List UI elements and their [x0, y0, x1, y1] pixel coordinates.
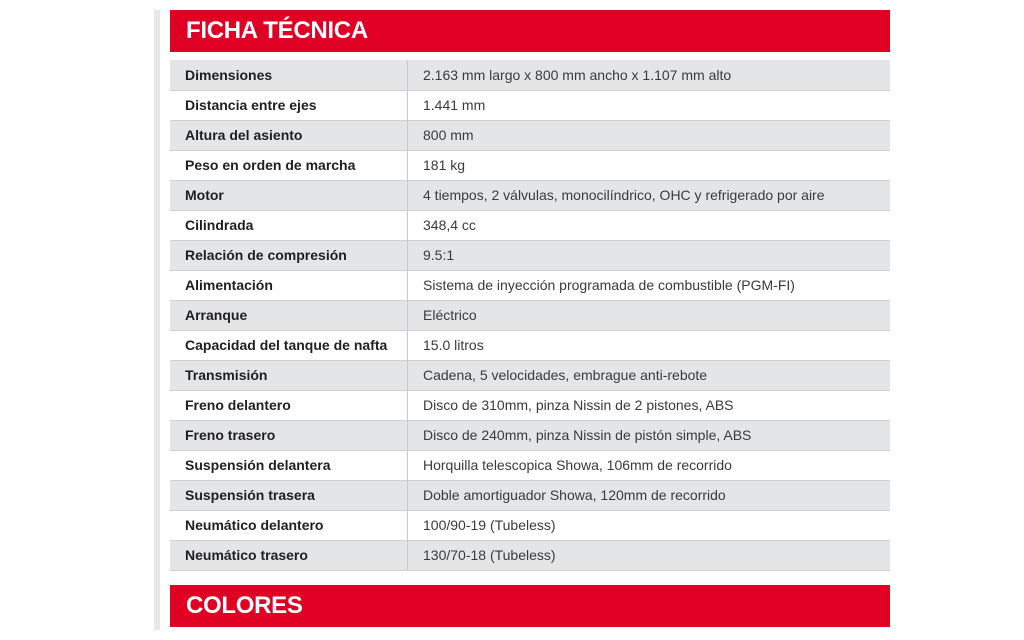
spec-value: Eléctrico [408, 300, 891, 330]
ficha-tecnica-title: FICHA TÉCNICA [186, 17, 368, 44]
spec-row [170, 60, 890, 90]
spec-label: Arranque [170, 300, 408, 330]
ficha-tecnica-header [170, 10, 890, 52]
spec-row [170, 270, 890, 300]
colores-header [170, 585, 890, 627]
spec-value: 181 kg [408, 150, 891, 180]
spec-label: Neumático delantero [170, 510, 408, 540]
spec-row [170, 510, 890, 540]
spec-row [170, 390, 890, 420]
spec-label: Cilindrada [170, 210, 408, 240]
side-stripe-divider [154, 10, 160, 630]
spec-row [170, 360, 890, 390]
spec-row [170, 120, 890, 150]
spec-row [170, 540, 890, 570]
colores-title: COLORES [186, 592, 303, 619]
spec-label: Peso en orden de marcha [170, 150, 408, 180]
spec-table [170, 60, 890, 571]
spec-value: 9.5:1 [408, 240, 891, 270]
spec-row [170, 180, 890, 210]
spec-value: 348,4 cc [408, 210, 891, 240]
spec-value: Disco de 310mm, pinza Nissin de 2 pistones, ABS [408, 390, 891, 420]
spec-value: 130/70-18 (Tubeless) [408, 540, 891, 570]
spec-label: Neumático trasero [170, 540, 408, 570]
spec-row [170, 300, 890, 330]
spec-row [170, 150, 890, 180]
spec-value: 15.0 litros [408, 330, 891, 360]
spec-label: Distancia entre ejes [170, 90, 408, 120]
spec-label: Motor [170, 180, 408, 210]
spec-label: Freno trasero [170, 420, 408, 450]
spec-value: Horquilla telescopica Showa, 106mm de recorrido [408, 450, 891, 480]
spec-value: 2.163 mm largo x 800 mm ancho x 1.107 mm alto [408, 60, 891, 90]
spec-label: Suspensión delantera [170, 450, 408, 480]
spec-row [170, 330, 890, 360]
spec-value: 100/90-19 (Tubeless) [408, 510, 891, 540]
spec-value: 1.441 mm [408, 90, 891, 120]
spec-label: Alimentación [170, 270, 408, 300]
spec-value: Sistema de inyección programada de combustible (PGM-FI) [408, 270, 891, 300]
spec-label: Relación de compresión [170, 240, 408, 270]
spec-value: Doble amortiguador Showa, 120mm de recorrido [408, 480, 891, 510]
spec-value: 4 tiempos, 2 válvulas, monocilíndrico, OHC y refrigerado por aire [408, 180, 891, 210]
spec-label: Suspensión trasera [170, 480, 408, 510]
spec-row [170, 90, 890, 120]
spec-row [170, 450, 890, 480]
spec-row [170, 480, 890, 510]
spec-value: Cadena, 5 velocidades, embrague anti-rebote [408, 360, 891, 390]
spec-label: Capacidad del tanque de nafta [170, 330, 408, 360]
spec-value: 800 mm [408, 120, 891, 150]
spec-row [170, 210, 890, 240]
spec-label: Dimensiones [170, 60, 408, 90]
spec-row [170, 420, 890, 450]
spec-value: Disco de 240mm, pinza Nissin de pistón simple, ABS [408, 420, 891, 450]
spec-row [170, 240, 890, 270]
spec-label: Freno delantero [170, 390, 408, 420]
spec-label: Transmisión [170, 360, 408, 390]
spec-label: Altura del asiento [170, 120, 408, 150]
